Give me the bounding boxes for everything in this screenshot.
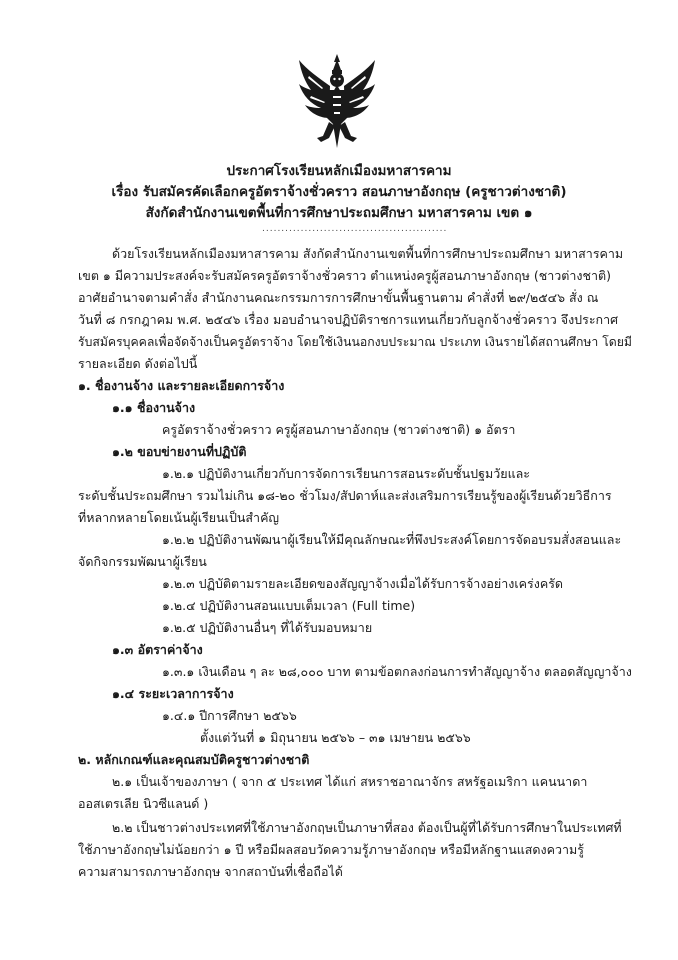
garuda-emblem-icon bbox=[297, 52, 377, 150]
section-1-3-1-text: ๑.๓.๑ เงินเดือน ๆ ละ ๒๘,๐๐๐ บาท ตามข้อตกลงก่อนการทำสัญญาจ้าง ตลอดสัญญาจ้าง bbox=[162, 664, 632, 679]
section-1-1-text: ครูอัตราจ้างชั่วคราว ครูผู้สอนภาษาอังกฤษ (ชาวต่างชาติ) ๑ อัตรา bbox=[162, 422, 516, 437]
announcement-agency: สังกัดสำนักงานเขตพื้นที่การศึกษาประถมศึกษา มหาสารคาม เขต ๑ bbox=[145, 205, 533, 221]
section-2-title: ๒. หลักเกณฑ์และคุณสมบัติครูชาวต่างชาติ bbox=[78, 752, 310, 767]
section-1-title: ๑. ชื่องานจ้าง และรายละเอียดการจ้าง bbox=[78, 378, 285, 393]
section-1-2-4-text: ๑.๒.๔ ปฏิบัติงานสอนแบบเต็มเวลา (Full time) bbox=[162, 598, 416, 613]
section-2-2-text: ความสามารถภาษาอังกฤษ จากสถาบันที่เชื่อถือได้ bbox=[78, 864, 343, 879]
section-1-2-1-text: ระดับชั้นประถมศึกษา รวมไม่เกิน ๑๘-๒๐ ชั่วโมง/สัปดาห์และส่งเสริมการเรียนรู้ของผู้เรียนด้วยวิธีการ bbox=[78, 488, 612, 503]
announcement-title: ประกาศโรงเรียนหลักเมืองมหาสารคาม bbox=[226, 163, 452, 179]
section-1-2-5-text: ๑.๒.๕ ปฏิบัติงานอื่นๆ ที่ได้รับมอบหมาย bbox=[162, 620, 373, 635]
section-1-2-3-text: ๑.๒.๓ ปฏิบัติตามรายละเอียดของสัญญาจ้างเมื่อได้รับการจ้างอย่างเคร่งครัด bbox=[162, 576, 564, 591]
announcement-subject: เรื่อง รับสมัครคัดเลือกครูอัตราจ้างชั่วคราว สอนภาษาอังกฤษ (ครูชาวต่างชาติ) bbox=[111, 184, 567, 200]
section-1-2-2-text: ๑.๒.๒ ปฏิบัติงานพัฒนาผู้เรียนให้มีคุณลักษณะที่พึงประสงค์โดยการจัดอบรมสั่งสอนและ bbox=[162, 532, 622, 547]
section-1-4-1-text: ๑.๔.๑ ปีการศึกษา ๒๕๖๖ bbox=[162, 708, 297, 723]
section-2-2-text: ใช้ภาษาอังกฤษไม่น้อยกว่า ๑ ปี หรือมีผลสอบวัดความรู้ภาษาอังกฤษ หรือมีหลักฐานแสดงความรู้ bbox=[78, 842, 585, 857]
section-1-4-1-range: ตั้งแต่วันที่ ๑ มิถุนายน ๒๕๖๖ – ๓๑ เมษายน ๒๕๖๖ bbox=[200, 730, 471, 745]
section-1-4-title: ๑.๔ ระยะเวลาการจ้าง bbox=[112, 686, 234, 701]
section-2-2-text: ๒.๒ เป็นชาวต่างประเทศที่ใช้ภาษาอังกฤษเป็นภาษาที่สอง ต้องเป็นผู้ที่ได้รับการศึกษาในประเทศที่ bbox=[112, 820, 622, 835]
section-1-3-title: ๑.๓ อัตราค่าจ้าง bbox=[112, 642, 203, 657]
section-2-1-text: ออสเตรเลีย นิวซีแลนด์ ) bbox=[78, 796, 209, 811]
intro-line: วันที่ ๘ กรกฎาคม พ.ศ. ๒๕๔๖ เรื่อง มอบอำนาจปฏิบัติราชการแทนเกี่ยวกับลูกจ้างชั่วคราว จึงประกาศ bbox=[78, 312, 619, 327]
section-1-2-2-text: จัดกิจกรรมพัฒนาผู้เรียน bbox=[78, 554, 207, 569]
intro-line: รับสมัครบุคคลเพื่อจัดจ้างเป็นครูอัตราจ้าง โดยใช้เงินนอกงบประมาณ ประเภท เงินรายได้สถานศึกษา โดยมี bbox=[78, 335, 632, 349]
section-1-2-1-text: ที่หลากหลายโดยเน้นผู้เรียนเป็นสำคัญ bbox=[78, 510, 280, 525]
section-1-1-title: ๑.๑ ชื่องานจ้าง bbox=[112, 400, 196, 415]
section-2-1-text: ๒.๑ เป็นเจ้าของภาษา ( จาก ๕ ประเทศ ได้แก่ สหราชอาณาจักร สหรัฐอเมริกา แคนนาดา bbox=[112, 774, 588, 789]
section-1-2-1-text: ๑.๒.๑ ปฏิบัติงานเกี่ยวกับการจัดการเรียนการสอนระดับชั้นปฐมวัยและ bbox=[162, 466, 530, 481]
intro-line: ด้วยโรงเรียนหลักเมืองมหาสารคาม สังกัดสำนักงานเขตพื้นที่การศึกษาประถมศึกษา มหาสารคาม bbox=[112, 246, 624, 261]
intro-line: รายละเอียด ดังต่อไปนี้ bbox=[78, 356, 198, 371]
intro-line: เขต ๑ มีความประสงค์จะรับสมัครครูอัตราจ้างชั่วคราว ตำแหน่งครูผู้สอนภาษาอังกฤษ (ชาวต่างชาติ) bbox=[78, 268, 612, 283]
section-1-2-title: ๑.๒ ขอบข่ายงานที่ปฏิบัติ bbox=[112, 444, 247, 459]
intro-line: อาศัยอำนาจตามคำสั่ง สำนักงานคณะกรรมการการศึกษาขั้นพื้นฐานตาม คำสั่งที่ ๒๙/๒๕๔๖ สั่ง ณ bbox=[78, 290, 599, 305]
header-divider: ................................................ bbox=[262, 224, 448, 234]
